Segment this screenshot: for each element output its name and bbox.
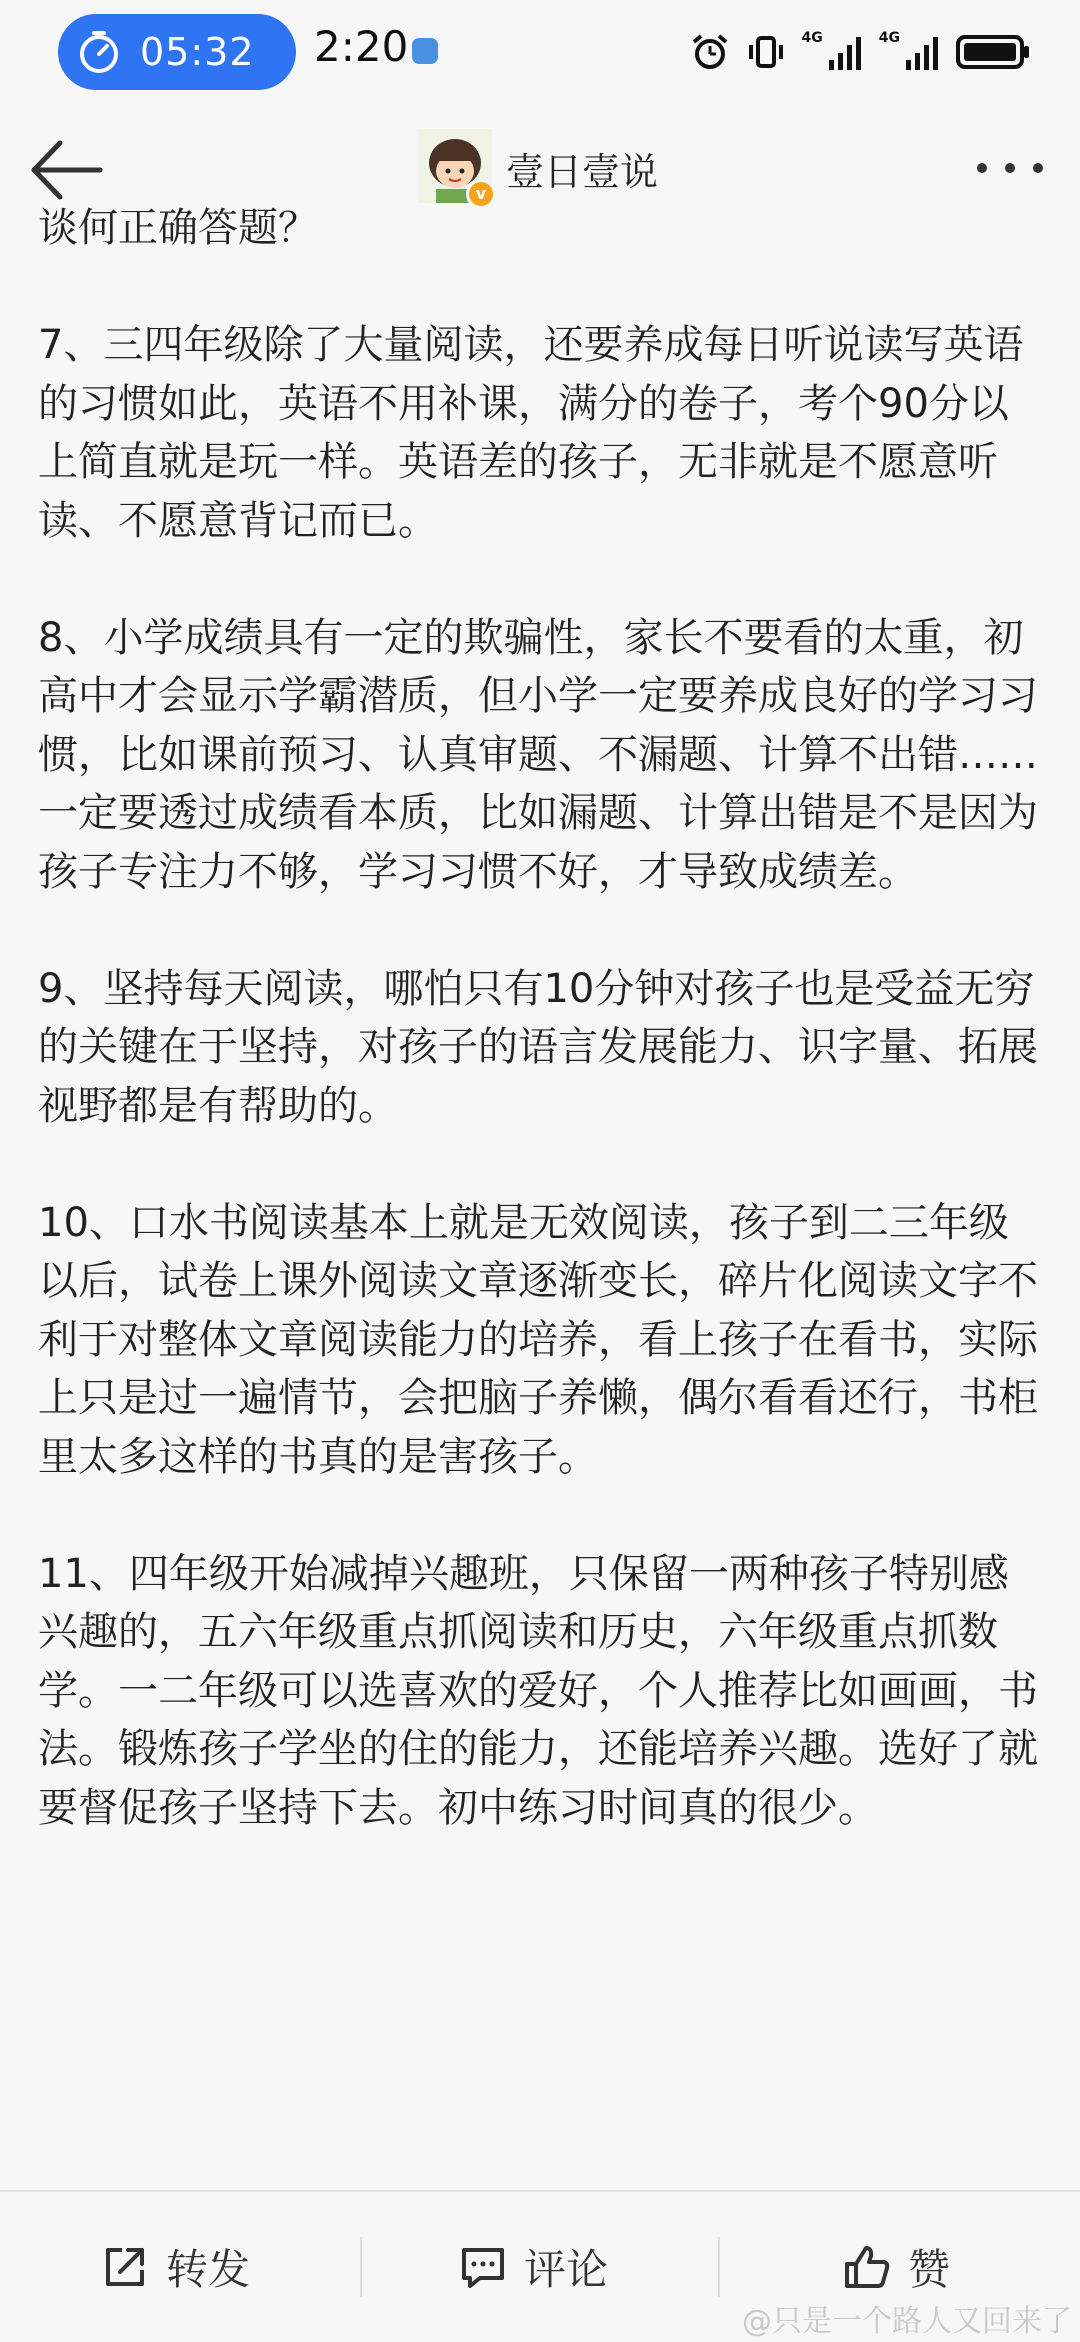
paragraph-8: 8、小学成绩具有一定的欺骗性，家长不要看的太重，初高中才会显示学霸潜质，但小学一定要养成良好的学习习惯，比如课前预习、认真审题、不漏题、计算不出错……一定要透过成绩看本质，比如漏题、计算出错是不是因为孩子专注力不够，学习习惯不好，才导致成绩差。 bbox=[38, 614, 1038, 895]
alarm-icon bbox=[690, 32, 730, 72]
account-name[interactable]: 壹日壹说 bbox=[506, 150, 659, 194]
signal-icon-2 bbox=[906, 34, 940, 70]
back-arrow-icon[interactable] bbox=[26, 135, 106, 205]
comment-label: 评论 bbox=[524, 2245, 609, 2294]
stopwatch-icon bbox=[76, 29, 122, 75]
divider bbox=[360, 2237, 362, 2297]
battery-icon bbox=[956, 34, 1032, 70]
more-icon[interactable] bbox=[970, 143, 1050, 193]
vibrate-icon bbox=[746, 32, 786, 72]
thumbs-up-icon bbox=[842, 2242, 892, 2292]
repost-label: 转发 bbox=[166, 2245, 251, 2294]
divider bbox=[718, 2237, 720, 2297]
paragraph-intro: 谈何正确答题？ bbox=[38, 205, 318, 251]
repost-button[interactable] bbox=[100, 2192, 250, 2342]
comment-icon bbox=[458, 2242, 508, 2292]
sync-icon bbox=[412, 38, 438, 64]
network-label-1: 4G bbox=[801, 30, 823, 46]
signal-icon bbox=[829, 34, 863, 70]
article-content bbox=[38, 199, 1048, 1896]
paragraph-9: 9、坚持每天阅读，哪怕只有10分钟对孩子也是受益无穷的关键在于坚持，对孩子的语言发展能力、识字量、拓展视野都是有帮助的。 bbox=[38, 965, 1038, 1129]
network-label-2: 4G bbox=[878, 30, 900, 46]
status-bar bbox=[0, 0, 1080, 105]
clock-time: 2:20 bbox=[314, 22, 409, 71]
timer-pill[interactable] bbox=[58, 14, 296, 90]
like-label: 赞 bbox=[908, 2245, 951, 2294]
repost-icon bbox=[100, 2242, 150, 2292]
paragraph-7: 7、三四年级除了大量阅读，还要养成每日听说读写英语的习惯如此，英语不用补课，满分的卷子，考个90分以上简直就是玩一样。英语差的孩子，无非就是不愿意听读、不愿意背记而已。 bbox=[38, 322, 1024, 544]
verified-icon: v bbox=[466, 179, 496, 209]
article-body[interactable] bbox=[0, 205, 1080, 2190]
timer-text: 05:32 bbox=[140, 30, 255, 74]
comment-button[interactable] bbox=[458, 2192, 608, 2342]
status-icons bbox=[674, 26, 1032, 78]
watermark: @只是一个路人又回来了 bbox=[742, 2304, 1072, 2339]
paragraph-11: 11、四年级开始减掉兴趣班，只保留一两种孩子特别感兴趣的，五六年级重点抓阅读和历史，六年级重点抓数学。一二年级可以选喜欢的爱好，个人推荐比如画画，书法。锻炼孩子学坐的住的能力，还能培养兴趣。选好了就要督促孩子坚持下去。初中练习时间真的很少。 bbox=[38, 1550, 1038, 1831]
paragraph-10: 10、口水书阅读基本上就是无效阅读，孩子到二三年级以后，试卷上课外阅读文章逐渐变长，碎片化阅读文字不利于对整体文章阅读能力的培养，看上孩子在看书，实际上只是过一遍情节，会把脑子养懒，偶尔看看还行，书柜里太多这样的书真的是害孩子。 bbox=[38, 1199, 1038, 1480]
